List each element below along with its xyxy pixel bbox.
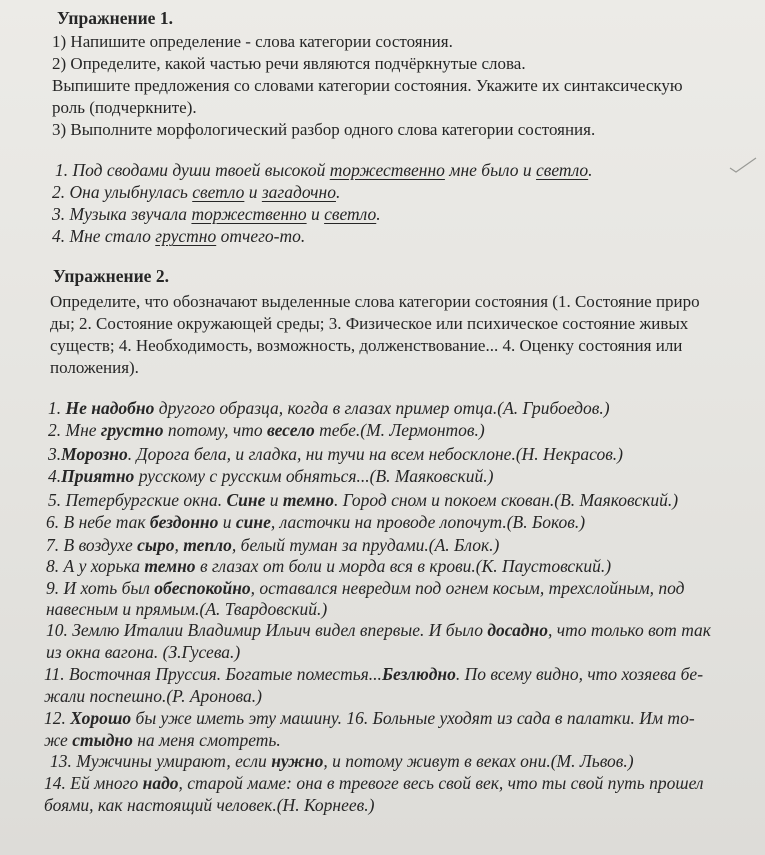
sentence-text: русскому с русским обняться...(В. Маяковский.) [134, 466, 494, 486]
exercise2-sentence [46, 599, 327, 620]
sentence-text: 2. Мне [48, 420, 101, 440]
exercise2-task-line: Определите, что обозначают выделенные слова категории состояния (1. Состояние приро [50, 292, 700, 311]
highlighted-state-word: темно [282, 490, 335, 510]
exercise1-heading: Упражнение 1. [57, 8, 173, 28]
exercise1-sentence: 2. Она улыбнулась светло и загадочно. [52, 182, 341, 202]
sentence-text: бы уже иметь эту машину. 16. Больные уходят из сада в палатки. Им то- [131, 708, 695, 728]
exercise2-sentence [46, 535, 499, 556]
underlined-word: светло [324, 204, 377, 224]
sentence-text: , что только вот так [548, 620, 711, 640]
exercise2-sentence [50, 751, 634, 772]
highlighted-state-word: нужно [271, 751, 324, 771]
underlined-word: загадочно [261, 182, 336, 202]
underlined-word: светло [536, 160, 589, 180]
sentence-text: , белый туман за прудами.(А. Блок.) [231, 535, 500, 555]
exercise2-sentence [46, 620, 711, 641]
highlighted-state-word: Морозно [61, 444, 128, 464]
sentence-text: тебе.(М. Лермонтов.) [314, 420, 485, 440]
exercise1-task-line: 3) Выполните морфологический разбор одного слова категории состояния. [52, 120, 596, 139]
exercise2-sentence [44, 795, 374, 816]
sentence-text: , оставался невредим под огнем косым, трехслойным, под [250, 578, 685, 598]
exercise1-task-line: 2) Определите, какой частью речи являются подчёркнутые слова. [52, 54, 526, 73]
exercise2-sentence [44, 730, 281, 751]
highlighted-state-word: досадно [487, 620, 549, 640]
sentence-text: 10. Землю Италии Владимир Ильич видел впервые. И было [46, 620, 488, 640]
sentence-text: , ласточки на проводе лопочут.(В. Боков.) [270, 512, 586, 532]
exercise2-sentence [46, 512, 585, 533]
highlighted-state-word: темно [144, 556, 196, 576]
underlined-word: торжественно [329, 160, 445, 180]
sentence-text: 8. А у хорька [46, 556, 145, 576]
exercise2-sentence [46, 642, 240, 663]
exercise2-sentence [44, 664, 703, 685]
exercise2-sentence [48, 420, 485, 441]
sentence-text: 7. В воздухе [46, 535, 138, 555]
highlighted-state-word: сыро [137, 535, 175, 555]
highlighted-state-word: грустно [100, 420, 164, 440]
highlighted-state-word: Не надобно [65, 398, 155, 418]
underlined-word: светло [192, 182, 245, 202]
highlighted-state-word: весело [267, 420, 315, 440]
sentence-text: 13. Мужчины умирают, если [50, 751, 272, 771]
sentence-text: навесным и прямым.(А. Твардовский.) [46, 599, 328, 619]
sentence-text: из окна вагона. (З.Гусева.) [46, 642, 241, 662]
sentence-text: 14. Ей много [44, 773, 143, 793]
underlined-word: грустно [155, 226, 217, 246]
highlighted-state-word: Хорошо [70, 708, 132, 728]
exercise2-task-line: положения). [50, 358, 139, 377]
sentence-text: на меня смотреть. [132, 730, 281, 750]
exercise2-task-line: существ; 4. Необходимость, возможность, долженствование... 4. Оценку состояния или [50, 336, 683, 355]
exercise2-sentence [46, 578, 685, 599]
exercise2-sentence [48, 490, 678, 511]
sentence-text: другого образца, когда в глазах пример отца.(А. Грибоедов.) [154, 398, 610, 418]
highlighted-state-word: Сине [226, 490, 266, 510]
exercise1-sentence: 3. Музыка звучала торжественно и светло. [52, 204, 381, 224]
exercise2-sentence [48, 466, 493, 487]
exercise2-sentence [44, 773, 704, 794]
sentence-text: в глазах от боли и морда вся в крови.(К. Паустовский.) [195, 556, 612, 576]
highlighted-state-word: стыдно [72, 730, 133, 750]
exercise1-sentence: 1. Под сводами души твоей высокой торжественно мне было и светло. [55, 160, 593, 180]
highlighted-state-word: Безлюдно [381, 664, 456, 684]
sentence-text: 11. Восточная Пруссия. Богатые поместья... [44, 664, 382, 684]
exercise2-sentence [44, 686, 262, 707]
sentence-text: , и потому живут в веках они.(М. Львов.) [323, 751, 634, 771]
sentence-text: и [218, 512, 236, 532]
pencil-check-mark [728, 156, 758, 174]
sentence-text: , старой маме: она в тревоге весь свой век, что ты свой путь прошел [178, 773, 704, 793]
sentence-text: 5. Петербургские окна. [48, 490, 227, 510]
sentence-text: . По всему видно, что хозяева бе- [455, 664, 704, 684]
sentence-text: . Город сном и покоем скован.(В. Маяковский.) [334, 490, 679, 510]
highlighted-state-word: бездонно [149, 512, 219, 532]
exercise1-task-line: Выпишите предложения со словами категории состояния. Укажите их синтаксическую [52, 76, 683, 95]
exercise2-heading: Упражнение 2. [53, 266, 169, 286]
exercise2-sentence [46, 556, 611, 577]
sentence-text: . Дорога бела, и гладка, ни тучи на всем небосклоне.(Н. Некрасов.) [127, 444, 624, 464]
sentence-text: , [174, 535, 184, 555]
sentence-text: 3. [48, 444, 62, 464]
sentence-text: же [44, 730, 73, 750]
exercise2-task-line: ды; 2. Состояние окружающей среды; 3. Физическое или психическое состояние живых [50, 314, 689, 333]
sentence-text: 12. [44, 708, 71, 728]
sentence-text: жали поспешно.(Р. Аронова.) [44, 686, 262, 706]
exercise1-sentence: 4. Мне стало грустно отчего-то. [52, 226, 306, 246]
sentence-text: 6. В небе так [46, 512, 150, 532]
exercise1-task-line: роль (подчеркните). [52, 98, 197, 117]
highlighted-state-word: Приятно [61, 466, 135, 486]
highlighted-state-word: обеспокойно [154, 578, 251, 598]
exercise2-sentence [48, 444, 623, 465]
highlighted-state-word: сине [235, 512, 271, 532]
highlighted-state-word: надо [142, 773, 179, 793]
sentence-text: 4. [48, 466, 62, 486]
sentence-text: 1. [48, 398, 66, 418]
exercise1-task-line: 1) Напишите определение - слова категории состояния. [52, 32, 453, 51]
underlined-word: торжественно [191, 204, 307, 224]
sentence-text: 9. И хоть был [46, 578, 155, 598]
sentence-text: и [265, 490, 283, 510]
sentence-text: боями, как настоящий человек.(Н. Корнеев.) [44, 795, 375, 815]
sentence-text: потому, что [163, 420, 268, 440]
highlighted-state-word: тепло [183, 535, 232, 555]
exercise2-sentence [48, 398, 610, 419]
exercise2-sentence [44, 708, 695, 729]
